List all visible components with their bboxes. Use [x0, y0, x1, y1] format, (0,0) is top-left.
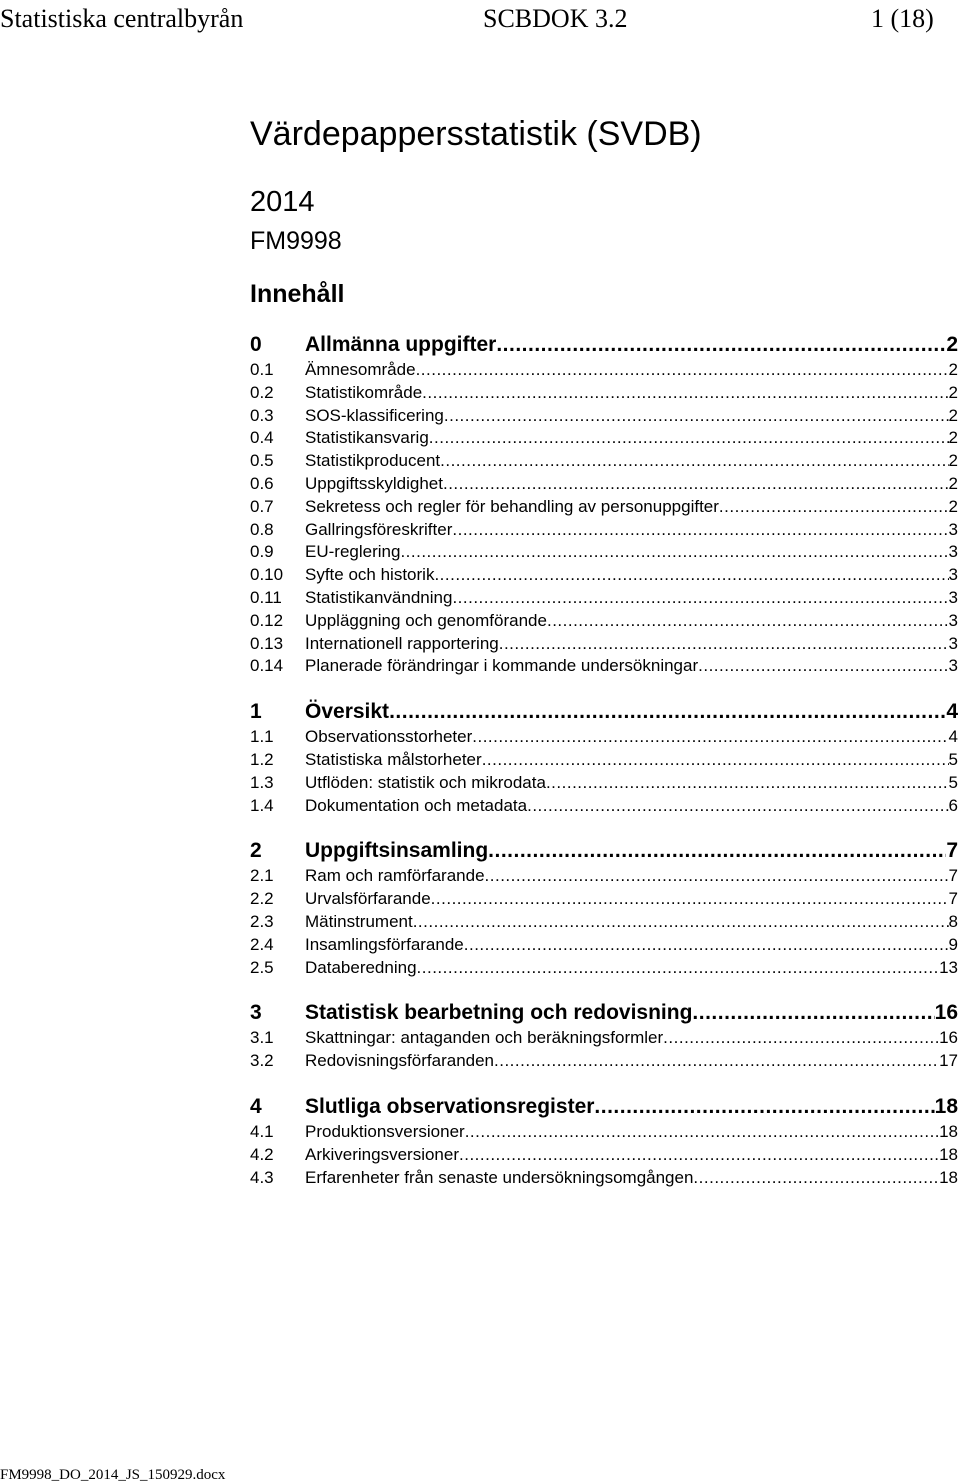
toc-entry-label: Ämnesområde	[305, 360, 416, 379]
toc-leader-dots	[389, 698, 946, 726]
toc-entry-label: Uppläggning och genomförande	[305, 610, 547, 630]
toc-entry-number: 0	[250, 333, 262, 356]
toc-entry-number: 3	[250, 1001, 262, 1025]
toc-leader-dots	[434, 564, 948, 587]
toc-entry[interactable]	[250, 655, 958, 678]
toc-entry-label: Utflöden: statistik och mikrodata	[305, 772, 546, 792]
toc-entry-number: 4.2	[250, 1144, 274, 1164]
toc-entry-number: 0.4	[250, 428, 274, 448]
toc-entry-page: 13	[939, 957, 958, 977]
toc-entry-number: 2	[250, 839, 262, 863]
toc-entry-page: 3	[948, 633, 958, 653]
toc-entry-page: 2	[948, 405, 958, 425]
toc-leader-dots	[698, 655, 948, 678]
header-document-id: SCBDOK 3.2	[483, 4, 628, 33]
toc-entry-number: 2.4	[250, 934, 274, 954]
toc-entry-page: 9	[948, 934, 958, 954]
toc-entry-label: Allmänna uppgifter	[305, 333, 497, 356]
toc-entry-label: Dokumentation och metadata	[305, 795, 528, 815]
toc-entry-page: 16	[939, 1028, 958, 1048]
toc-entry-label: Statistikansvarig	[305, 428, 429, 448]
toc-entry-label: Statistikområde	[305, 382, 423, 402]
toc-entry-label: Insamlingsförfarande	[305, 934, 464, 954]
toc-entry-label: Planerade förändringar i kommande undersökningar	[305, 656, 699, 676]
toc-leader-dots	[692, 999, 934, 1027]
toc-entry-number: 0.3	[250, 405, 274, 425]
toc-entry-number: 2.5	[250, 957, 274, 977]
toc-entry-page: 7	[946, 839, 958, 863]
toc-entry-label: Observationsstorheter	[305, 727, 473, 747]
toc-section-entry[interactable]	[250, 1093, 958, 1121]
toc-section	[250, 698, 958, 817]
toc-entry-page: 3	[948, 610, 958, 630]
document-year: 2014	[250, 186, 315, 218]
toc-entry[interactable]	[250, 496, 958, 519]
toc-entry[interactable]	[250, 382, 958, 405]
toc-leader-dots	[417, 957, 940, 980]
toc-entry[interactable]	[250, 772, 958, 795]
toc-entry-page: 2	[948, 473, 958, 493]
toc-entry-page: 4	[948, 727, 958, 747]
toc-entry-label: Produktionsversioner	[305, 1121, 465, 1141]
toc-entry-label: Slutliga observationsregister	[305, 1094, 595, 1118]
toc-heading: Innehåll	[250, 280, 345, 308]
toc-entry-page: 2	[948, 428, 958, 448]
toc-leader-dots	[594, 1093, 934, 1121]
toc-entry-number: 1.4	[250, 795, 274, 815]
toc-leader-dots	[496, 331, 946, 359]
toc-leader-dots	[482, 749, 949, 772]
toc-entry-number: 0.1	[250, 360, 274, 379]
toc-leader-dots	[431, 888, 949, 911]
toc-leader-dots	[452, 587, 948, 610]
toc-entry[interactable]	[250, 1121, 958, 1144]
toc-entry-label: Skattningar: antaganden och beräkningsformler	[305, 1028, 664, 1048]
toc-entry-number: 0.7	[250, 496, 274, 516]
toc-leader-dots	[499, 633, 949, 656]
toc-entry[interactable]	[250, 633, 958, 656]
toc-leader-dots	[472, 726, 948, 749]
toc-leader-dots	[693, 1167, 939, 1190]
toc-entry-number: 1	[250, 700, 262, 724]
document-code: FM9998	[250, 227, 342, 255]
toc-entry[interactable]	[250, 519, 958, 542]
toc-leader-dots	[488, 837, 946, 865]
toc-entry-number: 0.10	[250, 565, 284, 585]
toc-entry-page: 5	[948, 749, 958, 769]
toc-leader-dots	[440, 450, 948, 473]
toc-entry-number: 0.5	[250, 451, 274, 471]
toc-leader-dots	[464, 934, 949, 957]
table-of-contents	[250, 331, 958, 1209]
toc-leader-dots	[452, 519, 948, 542]
toc-section	[250, 999, 958, 1073]
toc-entry-page: 3	[948, 542, 958, 562]
toc-entry[interactable]	[250, 1027, 958, 1050]
toc-entry[interactable]	[250, 610, 958, 633]
toc-entry[interactable]	[250, 359, 958, 382]
toc-entry-number: 2.2	[250, 889, 274, 909]
toc-entry-page: 3	[948, 565, 958, 585]
toc-entry-label: Arkiveringsversioner	[305, 1144, 459, 1164]
toc-entry[interactable]	[250, 911, 958, 934]
toc-entry-number: 2.3	[250, 911, 274, 931]
toc-entry-number: 0.13	[250, 633, 284, 653]
toc-entry-label: Uppgiftsskyldighet	[305, 473, 443, 493]
toc-section	[250, 837, 958, 979]
toc-entry[interactable]	[250, 564, 958, 587]
toc-section-entry[interactable]	[250, 698, 958, 726]
toc-entry[interactable]	[250, 405, 958, 428]
toc-entry-number: 3.1	[250, 1028, 274, 1048]
toc-entry-page: 6	[948, 795, 958, 815]
toc-entry-page: 2	[948, 382, 958, 402]
toc-entry[interactable]	[250, 450, 958, 473]
toc-entry[interactable]	[250, 749, 958, 772]
header-organization: Statistiska centralbyrån	[0, 4, 244, 33]
toc-entry-page: 4	[946, 700, 958, 724]
toc-section	[250, 1093, 958, 1189]
toc-entry[interactable]	[250, 427, 958, 450]
toc-entry-page: 2	[948, 496, 958, 516]
header-page-indicator: 1 (18)	[871, 4, 934, 33]
toc-entry-label: Sekretess och regler för behandling av personuppgifter	[305, 496, 719, 516]
toc-entry-label: Erfarenheter från senaste undersökningsomgången	[305, 1167, 694, 1187]
toc-section-entry[interactable]	[250, 999, 958, 1027]
toc-leader-dots	[413, 911, 949, 934]
toc-entry-page: 2	[948, 360, 958, 379]
toc-leader-dots	[400, 541, 948, 564]
toc-leader-dots	[444, 405, 949, 428]
toc-entry-label: Syfte och historik	[305, 565, 435, 585]
toc-entry[interactable]	[250, 1144, 958, 1167]
toc-entry-page: 5	[948, 772, 958, 792]
toc-entry-label: Internationell rapportering	[305, 633, 499, 653]
toc-entry[interactable]	[250, 587, 958, 610]
toc-entry-label: Gallringsföreskrifter	[305, 519, 453, 539]
toc-entry-label: Redovisningsförfaranden	[305, 1051, 495, 1071]
toc-entry-label: Urvalsförfarande	[305, 889, 431, 909]
toc-entry-label: EU-reglering	[305, 542, 401, 562]
toc-entry-number: 0.2	[250, 382, 274, 402]
toc-entry-number: 4.3	[250, 1167, 274, 1187]
toc-entry[interactable]	[250, 934, 958, 957]
toc-entry-page: 18	[934, 1094, 958, 1118]
toc-entry-number: 0.12	[250, 610, 284, 630]
toc-leader-dots	[547, 610, 949, 633]
toc-entry-number: 0.9	[250, 542, 274, 562]
toc-entry-number: 0.14	[250, 656, 284, 676]
toc-entry-label: Statistisk bearbetning och redovisning	[305, 1001, 693, 1025]
toc-entry-page: 16	[934, 1001, 958, 1025]
footer-filename: FM9998_DO_2014_JS_150929.docx	[0, 1467, 226, 1483]
toc-entry-label: Statistiska målstorheter	[305, 749, 482, 769]
toc-section	[250, 331, 958, 678]
toc-leader-dots	[546, 772, 949, 795]
toc-leader-dots	[494, 1050, 939, 1073]
toc-entry-number: 1.2	[250, 749, 274, 769]
toc-leader-dots	[443, 473, 949, 496]
toc-entry[interactable]	[250, 726, 958, 749]
toc-entry-number: 2.1	[250, 866, 274, 886]
toc-entry[interactable]	[250, 541, 958, 564]
toc-section-entry[interactable]	[250, 837, 958, 865]
toc-entry-page: 3	[948, 656, 958, 676]
toc-entry-label: Mätinstrument	[305, 911, 413, 931]
toc-entry-page: 2	[948, 451, 958, 471]
toc-entry[interactable]	[250, 888, 958, 911]
toc-entry-number: 0.8	[250, 519, 274, 539]
toc-entry-number: 3.2	[250, 1051, 274, 1071]
toc-leader-dots	[527, 795, 948, 818]
toc-section-entry[interactable]	[250, 331, 958, 359]
toc-entry-page: 7	[948, 889, 958, 909]
toc-entry-number: 4	[250, 1094, 262, 1118]
toc-leader-dots	[465, 1121, 939, 1144]
toc-leader-dots	[485, 865, 949, 888]
toc-entry-page: 17	[939, 1051, 958, 1071]
toc-entry-label: Ram och ramförfarande	[305, 866, 485, 886]
toc-entry-label: Uppgiftsinsamling	[305, 839, 489, 863]
toc-entry-label: Översikt	[305, 700, 390, 724]
toc-leader-dots	[663, 1027, 939, 1050]
toc-entry-page: 3	[948, 519, 958, 539]
toc-leader-dots	[422, 382, 948, 405]
toc-entry-label: Statistikproducent	[305, 451, 441, 471]
toc-entry[interactable]	[250, 795, 958, 818]
toc-entry-page: 18	[939, 1121, 958, 1141]
toc-entry[interactable]	[250, 1167, 958, 1190]
toc-entry-page: 7	[948, 866, 958, 886]
toc-entry-number: 0.11	[250, 587, 282, 607]
toc-leader-dots	[719, 496, 949, 519]
toc-leader-dots	[429, 427, 949, 450]
toc-entry-label: Statistikanvändning	[305, 587, 453, 607]
toc-entry-number: 1.3	[250, 772, 274, 792]
toc-entry-page: 18	[939, 1144, 958, 1164]
toc-entry-page: 2	[946, 333, 958, 356]
toc-entry[interactable]	[250, 865, 958, 888]
toc-entry-page: 8	[948, 911, 958, 931]
toc-entry[interactable]	[250, 473, 958, 496]
toc-entry-label: SOS-klassificering	[305, 405, 444, 425]
toc-entry[interactable]	[250, 1050, 958, 1073]
document-title: Värdepappersstatistik (SVDB)	[250, 115, 702, 153]
toc-entry-page: 18	[939, 1167, 958, 1187]
toc-leader-dots	[416, 359, 949, 382]
toc-entry-page: 3	[948, 587, 958, 607]
toc-entry-number: 0.6	[250, 473, 274, 493]
toc-entry-number: 1.1	[250, 727, 274, 747]
toc-entry[interactable]	[250, 957, 958, 980]
toc-entry-number: 4.1	[250, 1121, 274, 1141]
toc-entry-label: Databeredning	[305, 957, 417, 977]
toc-leader-dots	[459, 1144, 939, 1167]
